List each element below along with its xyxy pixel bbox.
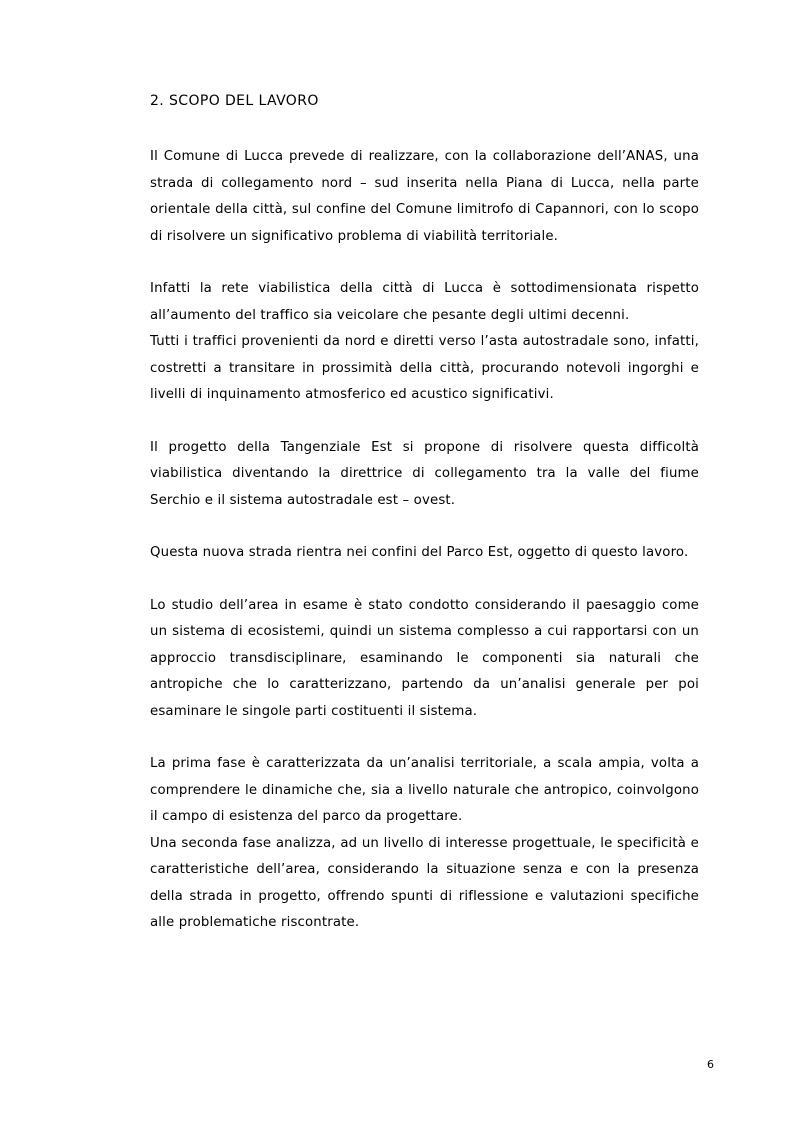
paragraph-traffic: Tutti i traffici provenienti da nord e diretti verso l’asta autostradale sono, infatti, costretti a transitare in prossimità della città, procurando notevoli ingorghi e livelli di inquinamento atmosferico ed acustico significativi. [150, 334, 699, 402]
paragraph-study-method: Lo studio dell’area in esame è stato condotto considerando il paesaggio come un sistema di ecosistemi, quindi un sistema complesso a cui rapportarsi con un approccio transdisciplinare, esaminando le componenti sia naturali che antropiche che lo caratterizzano, partendo da un’analisi generale per poi esaminare le singole parti costituenti il sistema. [150, 597, 699, 719]
paragraph-second-phase: Una seconda fase analizza, ad un livello di interesse progettuale, le specificità e caratteristiche dell’area, considerando la situazione senza e con la presenza della strada in progetto, offrendo spunti di riflessione e valutazioni specifiche alle problematiche riscontrate. [150, 835, 699, 930]
paragraph-first-phase: La prima fase è caratterizzata da un’analisi territoriale, a scala ampia, volta a comprendere le dinamiche che, sia a livello naturale che antropico, coinvolgono il campo di esistenza del parco da progettare. [150, 756, 699, 824]
section-heading: 2. SCOPO DEL LAVORO [150, 93, 319, 109]
page-number: 6 [707, 1058, 714, 1071]
paragraph-road-network: Infatti la rete viabilistica della città di Lucca è sottodimensionata rispetto all’aumento del traffico sia veicolare che pesante degli ultimi decenni. [150, 281, 699, 323]
paragraph-project-intro: Il Comune di Lucca prevede di realizzare, con la collaborazione dell’ANAS, una strada di collegamento nord – sud inserita nella Piana di Lucca, nella parte orientale della città, sul confine del Comune limitrofo di Capannori, con lo scopo di risolvere un significativo problema di viabilità territoriale. [150, 149, 699, 244]
body-text [150, 144, 699, 963]
paragraph-tangenziale: Il progetto della Tangenziale Est si propone di risolvere questa difficoltà viabilistica diventando la direttrice di collegamento tra la valle del fiume Serchio e il sistema autostradale est – ovest. [150, 439, 699, 508]
paragraph-parco-est: Questa nuova strada rientra nei confini del Parco Est, oggetto di questo lavoro. [150, 545, 689, 560]
